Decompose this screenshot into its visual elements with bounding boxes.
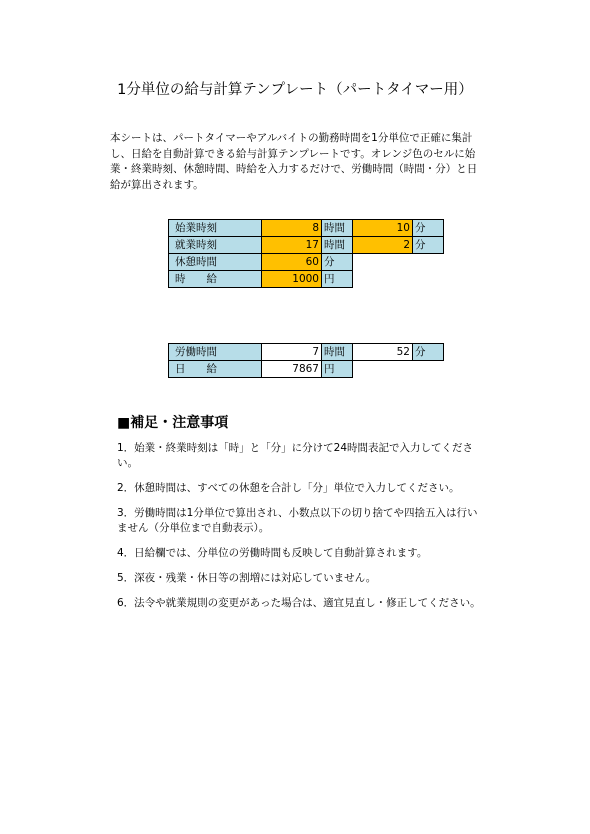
break-minutes-unit: 分: [322, 254, 353, 271]
empty-cell: [353, 254, 413, 271]
end-minute-input[interactable]: 2: [353, 237, 413, 254]
table-row: [169, 344, 444, 361]
daily-wage-value: 7867: [262, 361, 322, 378]
notes-heading: ■補足・注意事項: [117, 415, 229, 431]
break-minutes-input[interactable]: 60: [262, 254, 322, 271]
list-item: 4．日給欄では、分単位の労働時間も反映して自動計算されます。: [117, 547, 428, 559]
empty-cell: [413, 361, 444, 378]
start-time-label: 始業時刻: [169, 220, 262, 237]
page-title: 1分単位の給与計算テンプレート（パートタイマー用）: [117, 82, 473, 98]
empty-cell: [413, 254, 444, 271]
hourly-wage-unit: 円: [322, 271, 353, 288]
end-minute-unit: 分: [413, 237, 444, 254]
daily-wage-label: 日 給: [169, 361, 262, 378]
start-hour-unit: 時間: [322, 220, 353, 237]
break-time-label: 休憩時間: [169, 254, 262, 271]
empty-cell: [353, 271, 413, 288]
list-item: 6．法令や就業規則の変更があった場合は、適宜見直し・修正してください。: [117, 597, 481, 609]
work-minutes-unit: 分: [413, 344, 444, 361]
start-minute-unit: 分: [413, 220, 444, 237]
list-item: 1．始業・終業時刻は「時」と「分」に分けて24時間表記で入力してください。: [117, 442, 474, 469]
intro-paragraph: 本シートは、パートタイマーやアルバイトの勤務時間を1分単位で正確に集計し、日給を自動計算できる給与計算テンプレートです。オレンジ色のセルに始業・終業時刻、休憩時間、時給を入力するだけで、労働時間（時間・分）と日給が算出されます。: [110, 132, 478, 191]
empty-cell: [413, 271, 444, 288]
start-hour-input[interactable]: 8: [262, 220, 322, 237]
end-hour-unit: 時間: [322, 237, 353, 254]
empty-cell: [353, 361, 413, 378]
work-hours-unit: 時間: [322, 344, 353, 361]
start-minute-input[interactable]: 10: [353, 220, 413, 237]
list-item: 2．休憩時間は、すべての休憩を合計し「分」単位で入力してください。: [117, 482, 460, 494]
table-row: [169, 237, 444, 254]
table-row: [169, 254, 444, 271]
input-table: [168, 219, 444, 288]
list-item: 3．労働時間は1分単位で算出され、小数点以下の切り捨てや四捨五入は行いません（分単位まで自動表示）。: [117, 507, 478, 534]
end-time-label: 就業時刻: [169, 237, 262, 254]
table-row: [169, 271, 444, 288]
hourly-wage-input[interactable]: 1000: [262, 271, 322, 288]
work-hours-value: 7: [262, 344, 322, 361]
table-row: [169, 220, 444, 237]
hourly-wage-label: 時 給: [169, 271, 262, 288]
work-time-label: 労働時間: [169, 344, 262, 361]
notes-list: [117, 441, 485, 621]
result-table: [168, 343, 444, 378]
list-item: 5．深夜・残業・休日等の割増には対応していません。: [117, 572, 377, 584]
daily-wage-unit: 円: [322, 361, 353, 378]
end-hour-input[interactable]: 17: [262, 237, 322, 254]
work-minutes-value: 52: [353, 344, 413, 361]
table-row: [169, 361, 444, 378]
